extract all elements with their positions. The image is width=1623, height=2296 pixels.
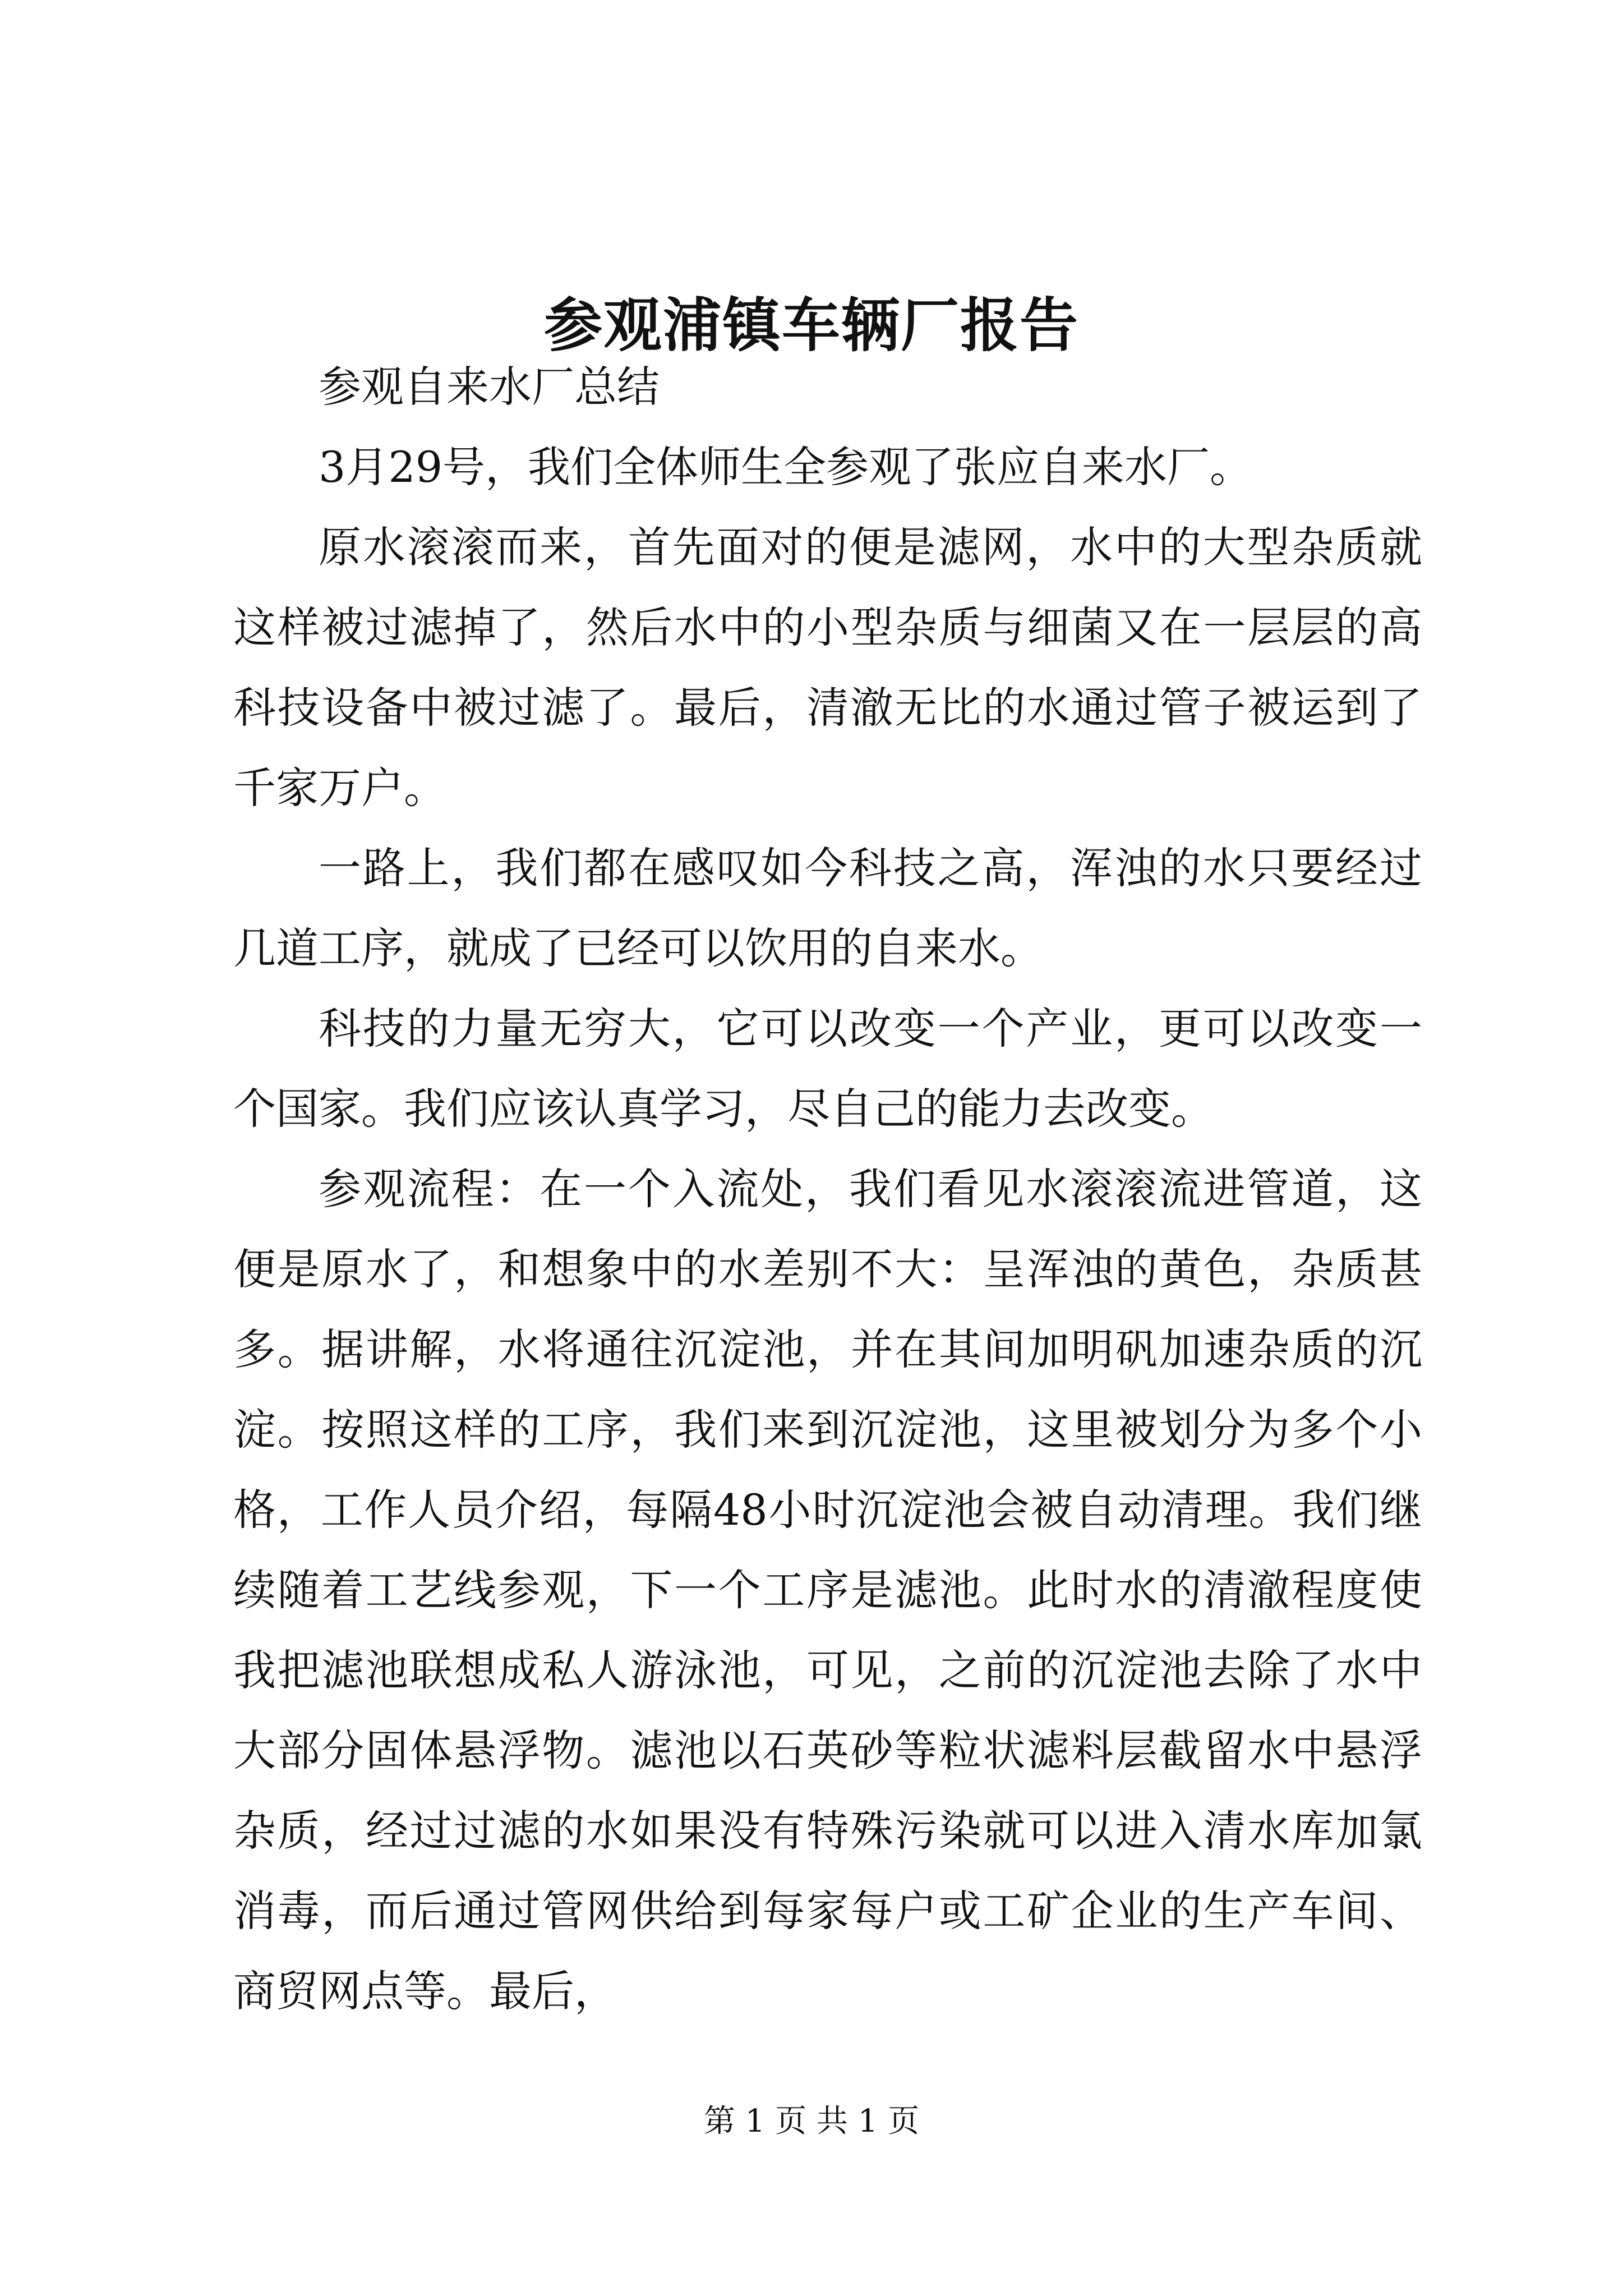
paragraph-date: 3月29号，我们全体师生全参观了张应自来水厂。 [319, 442, 1253, 492]
paragraph-technology-reflection: 一路上，我们都在感叹如今科技之高，浑浊的水只要经过几道工序，就成了已经可以饮用的自来水。 [233, 843, 1422, 973]
document-title: 参观浦镇车辆厂报告 [543, 291, 1079, 360]
paragraph-subtitle: 参观自来水厂总结 [319, 362, 660, 412]
paragraph-visit-process: 参观流程：在一个入流处，我们看见水滚滚流进管道，这便是原水了，和想象中的水差别不大：呈浑浊的黄色，杂质甚多。据讲解，水将通往沉淀池，并在其间加明矾加速杂质的沉淀。按照这样的工序，我们来到沉淀池，这里被划分为多个小格，工作人员介绍，每隔48小时沉淀池会被自动清理。我们继续随着工艺线参观，下一个工序是滤池。此时水的清澈程度使我把滤池联想成私人游泳池，可见，之前的沉淀池去除了水中大部分固体悬浮物。滤池以石英砂等粒状滤料层截留水中悬浮杂质，经过过滤的水如果没有特殊污染就可以进入清水库加氯消毒，而后通过管网供给到每家每户或工矿企业的生产车间、商贸网点等。最后， [233, 1164, 1422, 2016]
paragraph-water-intro: 原水滚滚而来，首先面对的便是滤网，水中的大型杂质就这样被过滤掉了，然后水中的小型杂质与细菌又在一层层的高科技设备中被过滤了。最后，清澈无比的水通过管子被运到了千家万户。 [233, 522, 1422, 813]
page-footer: 第 1 页 共 1 页 [703, 2103, 920, 2139]
document-body [233, 347, 1422, 2031]
paragraph-technology-power: 科技的力量无穷大，它可以改变一个产业，更可以改变一个国家。我们应该认真学习，尽自己的能力去改变。 [233, 1004, 1422, 1134]
